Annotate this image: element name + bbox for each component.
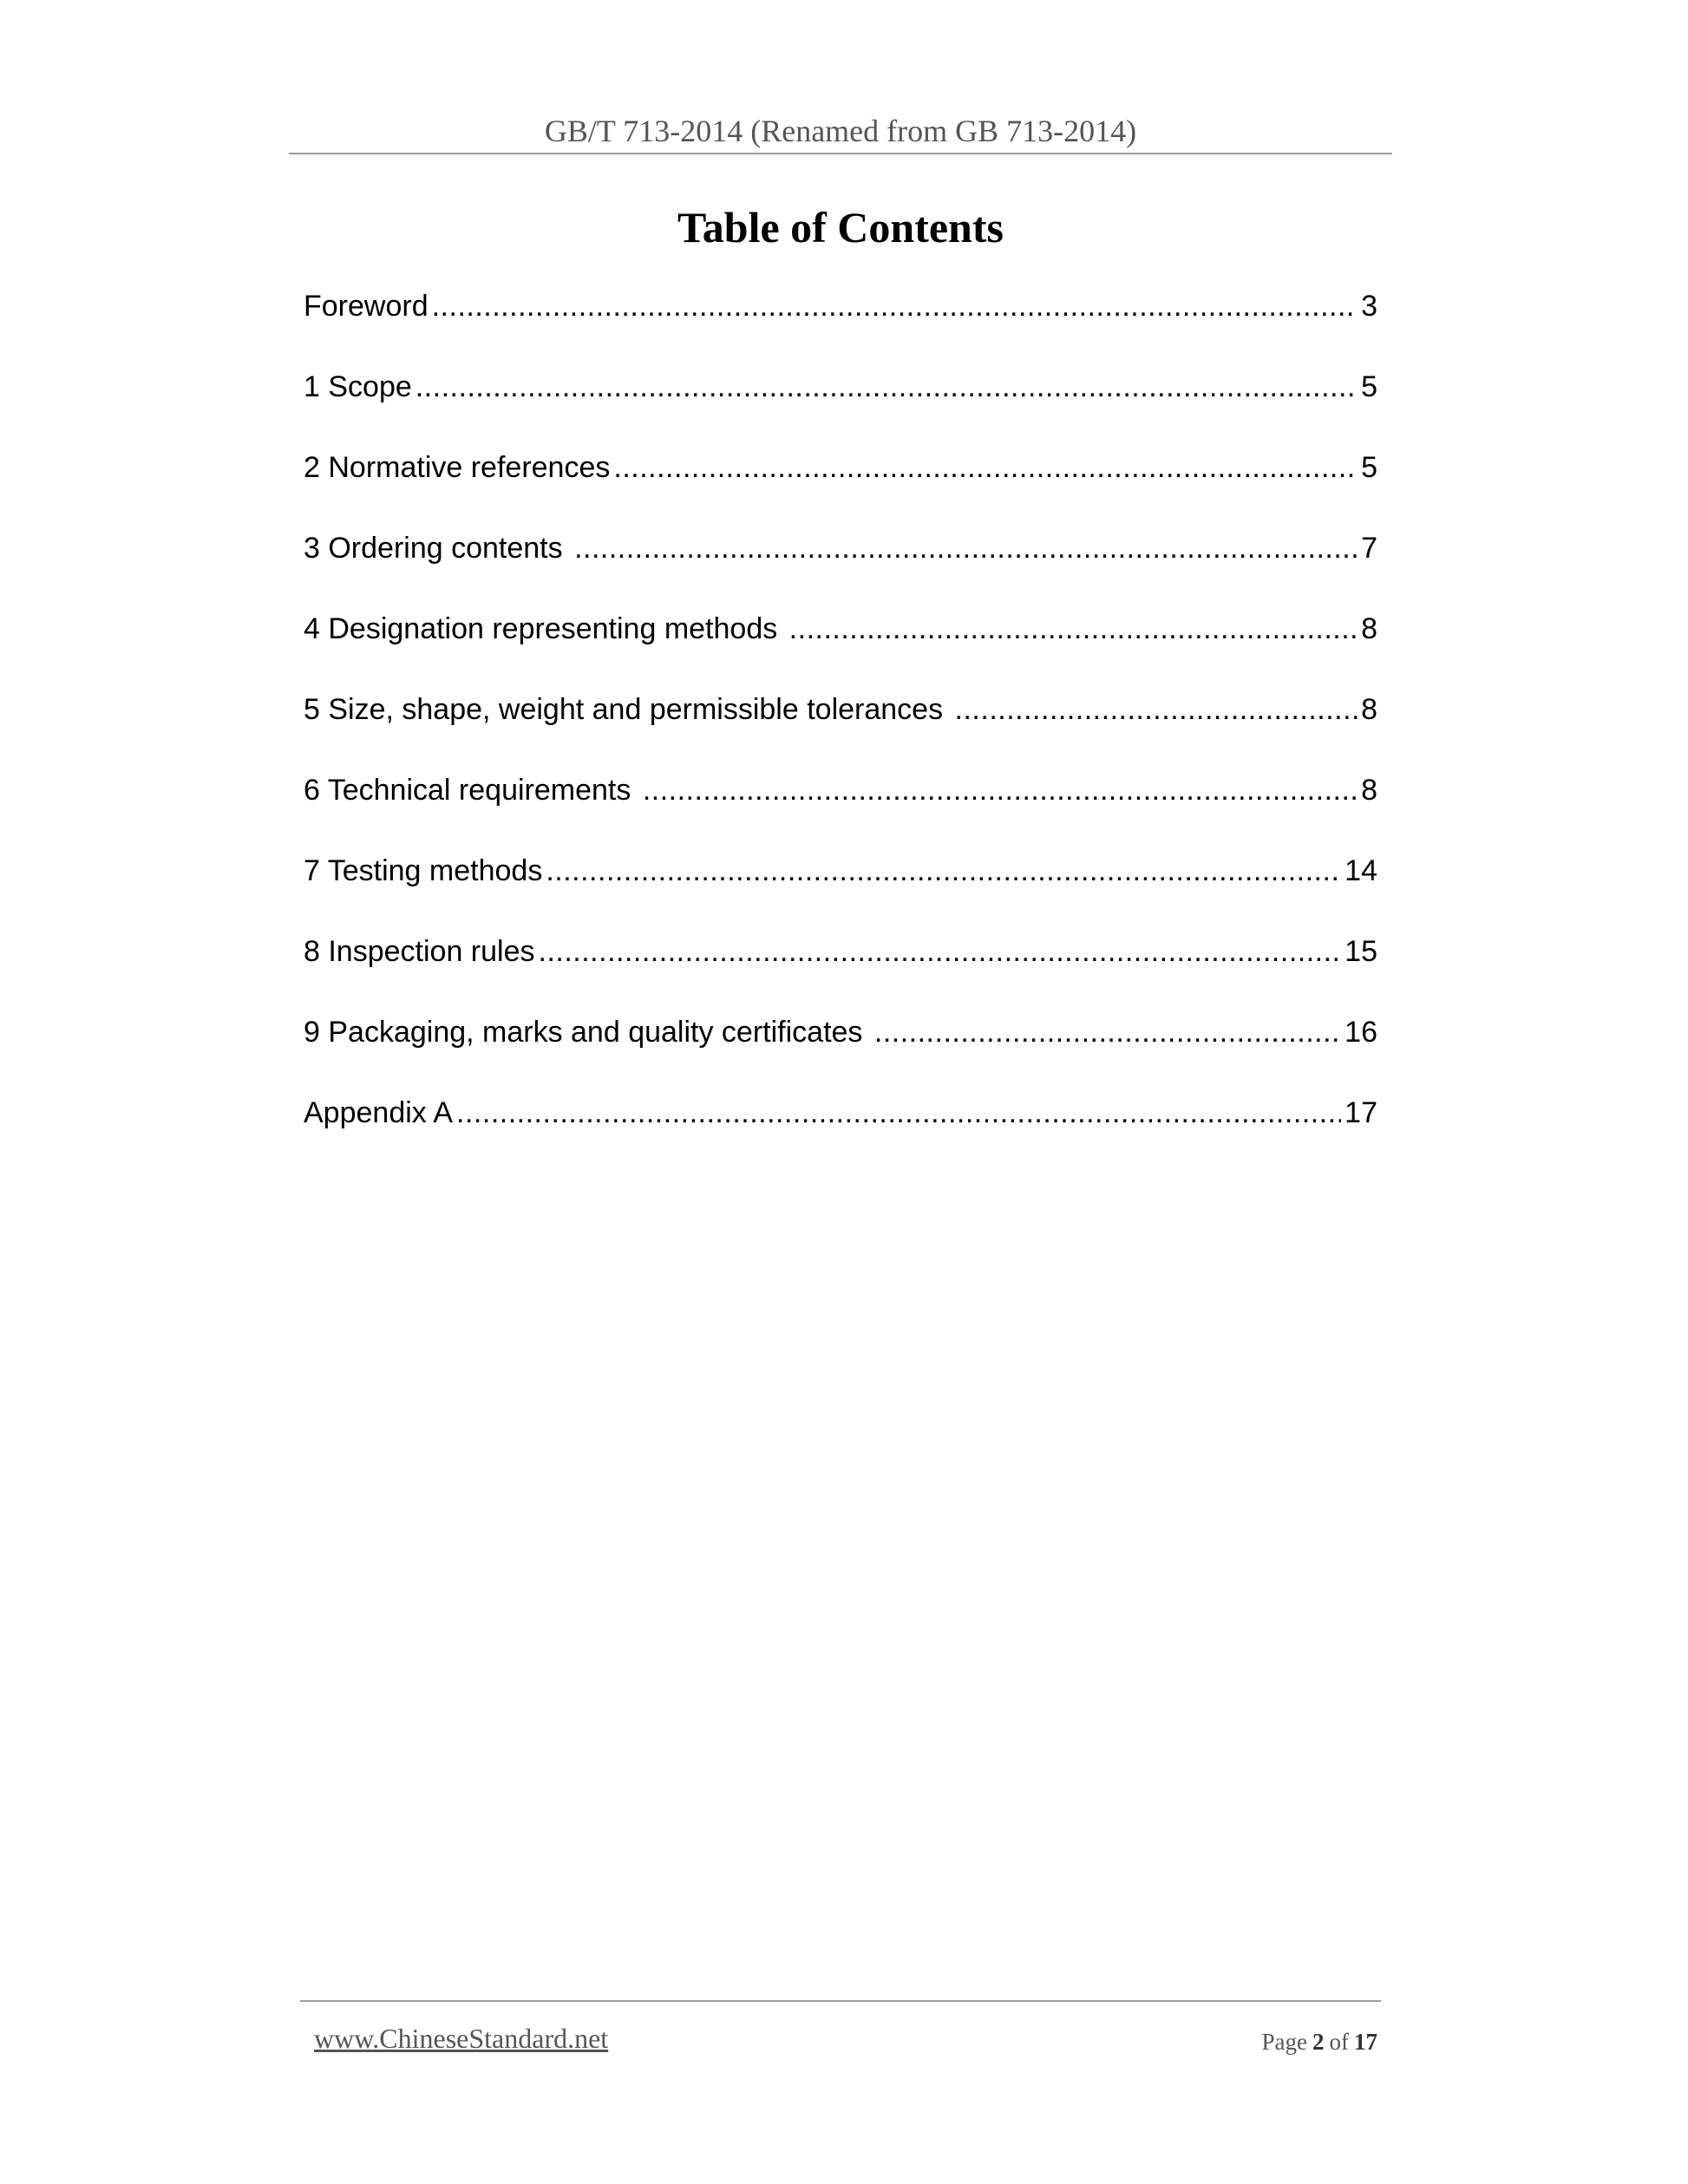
toc-leader-dots — [546, 849, 1341, 893]
toc-entry-appendix-a[interactable] — [304, 1091, 1377, 1172]
toc-entry-page: 16 — [1345, 1016, 1377, 1049]
page-word: Page — [1261, 2029, 1307, 2055]
toc-entry-packaging-marks[interactable] — [304, 1010, 1377, 1091]
toc-entry-label: 6 Technical requirements — [304, 774, 639, 807]
of-word: of — [1329, 2029, 1349, 2055]
current-page-number: 2 — [1312, 2029, 1325, 2055]
toc-entry-label: Appendix A — [304, 1096, 454, 1129]
toc-entry-page: 8 — [1361, 774, 1377, 807]
header-title: GB/T 713-2014 (Renamed from GB 713-2014) — [544, 114, 1137, 148]
toc-entry-size-shape-weight[interactable] — [304, 688, 1377, 768]
toc-leader-dots — [539, 930, 1342, 973]
toc-entry-normative-references[interactable] — [304, 446, 1377, 526]
footer-divider — [300, 2000, 1381, 2002]
toc-entry-page: 14 — [1345, 854, 1377, 887]
page-title: Table of Contents — [677, 203, 1004, 252]
toc-entry-page: 3 — [1361, 290, 1377, 323]
toc-entry-scope[interactable] — [304, 365, 1377, 446]
toc-leader-dots — [643, 768, 1358, 812]
toc-entry-page: 8 — [1361, 693, 1377, 726]
toc-entry-page: 15 — [1345, 935, 1377, 968]
toc-entry-ordering-contents[interactable] — [304, 526, 1377, 607]
toc-entry-page: 7 — [1361, 532, 1377, 565]
toc-leader-dots — [613, 446, 1358, 489]
table-of-contents — [304, 284, 1377, 1172]
toc-leader-dots — [955, 688, 1358, 731]
toc-entry-page: 8 — [1361, 612, 1377, 645]
toc-entry-label: 2 Normative references — [304, 451, 611, 484]
toc-entry-designation-methods[interactable] — [304, 607, 1377, 688]
toc-leader-dots — [874, 1010, 1341, 1054]
toc-entry-foreword[interactable] — [304, 284, 1377, 365]
page-header — [289, 111, 1392, 154]
toc-entry-label: 9 Packaging, marks and quality certificates — [304, 1016, 871, 1049]
toc-leader-dots — [789, 607, 1358, 651]
toc-leader-dots — [415, 365, 1358, 409]
toc-leader-dots — [456, 1091, 1341, 1135]
toc-entry-label: 4 Designation representing methods — [304, 612, 786, 645]
toc-entry-testing-methods[interactable] — [304, 849, 1377, 930]
footer-website-link[interactable]: www.ChineseStandard.net — [314, 2023, 609, 2054]
total-page-number: 17 — [1354, 2029, 1377, 2055]
toc-entry-label: 5 Size, shape, weight and permissible tolerances — [304, 693, 952, 726]
toc-entry-label: 3 Ordering contents — [304, 532, 572, 565]
toc-entry-page: 17 — [1345, 1096, 1377, 1129]
toc-entry-label: 1 Scope — [304, 370, 412, 403]
toc-entry-label: Foreword — [304, 290, 429, 323]
toc-leader-dots — [432, 284, 1358, 328]
toc-entry-label: 8 Inspection rules — [304, 935, 535, 968]
toc-entry-inspection-rules[interactable] — [304, 930, 1377, 1010]
toc-entry-label: 7 Testing methods — [304, 854, 543, 887]
toc-entry-page: 5 — [1361, 370, 1377, 403]
toc-entry-page: 5 — [1361, 451, 1377, 484]
toc-leader-dots — [574, 526, 1358, 570]
footer-page-number — [1257, 2026, 1377, 2057]
toc-entry-technical-requirements[interactable] — [304, 768, 1377, 849]
